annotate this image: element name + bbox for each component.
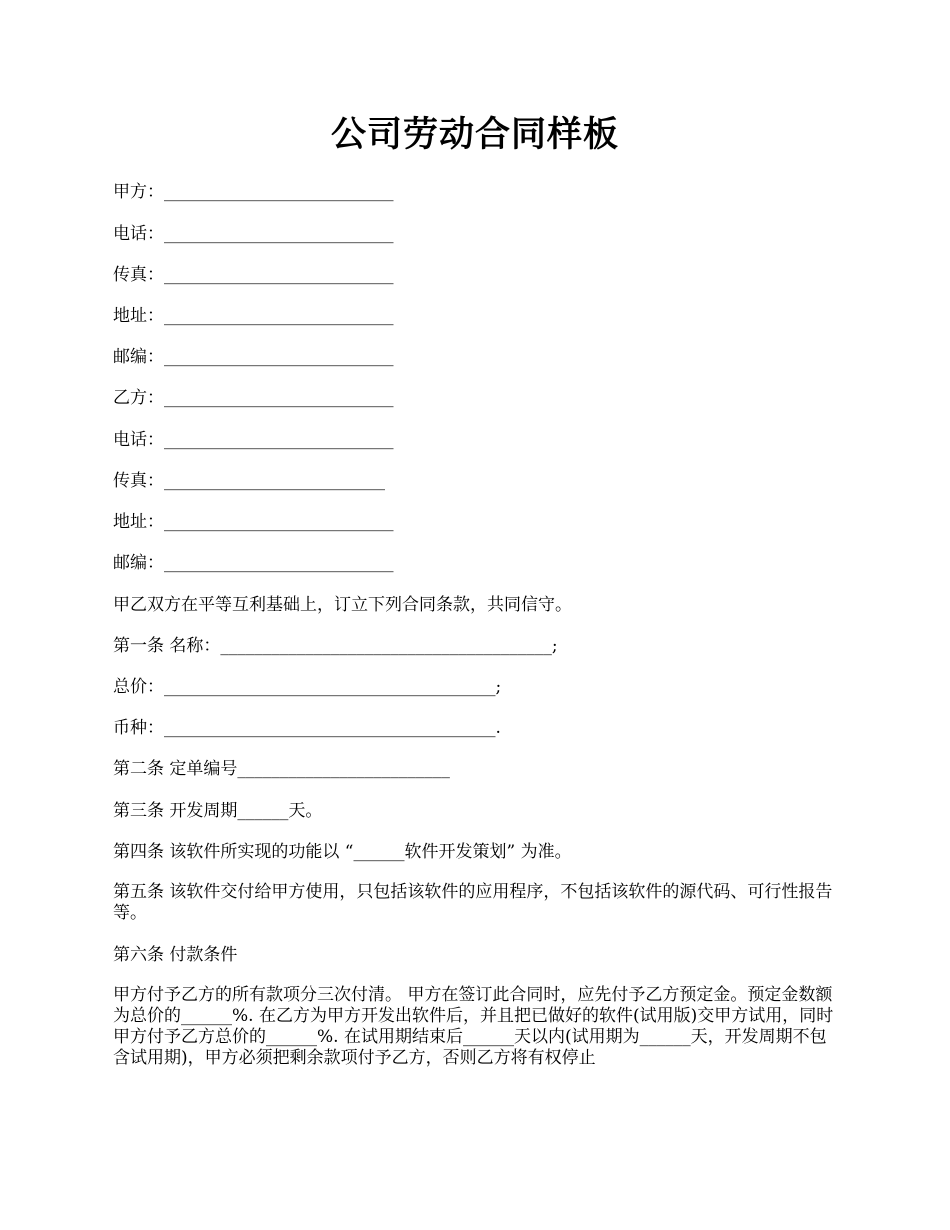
party-a-address-line: 地址：___________________________ [113, 306, 394, 326]
article-3-dev-period: 第三条 开发周期______天。 [113, 801, 323, 821]
party-b-postcode-line: 邮编：___________________________ [113, 553, 394, 573]
article-1-name-line: 第一条 名称：_______________________________________; [113, 636, 558, 656]
intro-paragraph: 甲乙双方在平等互利基础上，订立下列合同条款，共同信守。 [113, 595, 572, 615]
party-b-phone-line: 电话：___________________________ [113, 430, 394, 450]
article-6-payment-terms: 甲方付予乙方的所有款项分三次付清。 甲方在签订此合同时，应先付予乙方预定金。预定金数额为总价的______%. 在乙方为甲方开发出软件后，并且把已做好的软件(试用版)交甲方试用，同时甲方付予乙方总价的______%. 在试用期结束后______天以内(试用期为______天，开发周期不包含试用期)，甲方必须把剩余款项付予乙方，否则乙方将有权停止 [113, 985, 834, 1068]
article-5-delivery: 第五条 该软件交付给甲方使用，只包括该软件的应用程序，不包括该软件的源代码、可行性报告等。 [113, 882, 833, 923]
article-2-order-number: 第二条 定单编号_________________________ [113, 759, 450, 779]
article-6-heading: 第六条 付款条件 [113, 945, 238, 965]
article-4-functionality: 第四条 该软件所实现的功能以 “______软件开发策划” 为准。 [113, 842, 572, 862]
party-b-address-line: 地址：___________________________ [113, 512, 394, 532]
party-a-phone-line: 电话：___________________________ [113, 224, 394, 244]
party-a-fax-line: 传真：___________________________ [113, 265, 394, 285]
party-a-name-line: 甲方：___________________________ [113, 182, 394, 202]
article-1-currency-line: 币种：_______________________________________. [113, 718, 501, 738]
document-title: 公司劳动合同样板 [330, 115, 619, 155]
article-1-total-price-line: 总价：_______________________________________; [113, 677, 502, 697]
party-b-fax-line: 传真：__________________________ [113, 471, 385, 491]
party-a-postcode-line: 邮编：___________________________ [113, 347, 394, 367]
party-b-name-line: 乙方：___________________________ [113, 388, 394, 408]
